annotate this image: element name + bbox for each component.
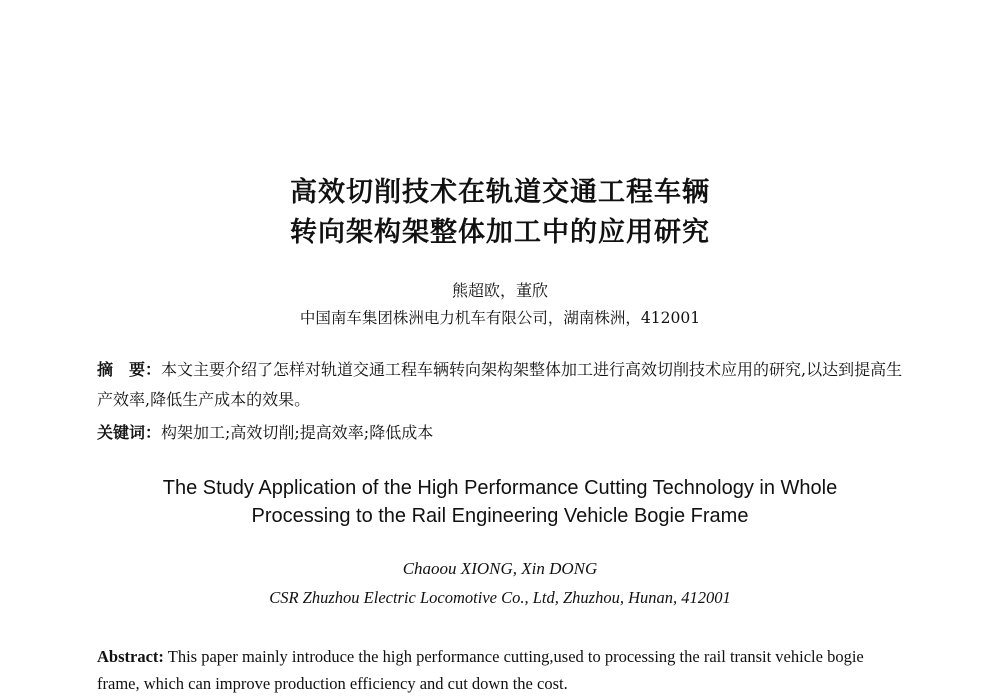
english-abstract-label: Abstract:: [97, 647, 164, 666]
chinese-affiliation: 中国南车集团株洲电力机车有限公司，湖南株洲，412001: [299, 309, 701, 327]
chinese-abstract: [97, 355, 909, 415]
english-abstract-text: This paper mainly introduce the high performance cutting,used to processing the rail transit vehicle bogie frame, which can improve production efficiency and cut down the cost.: [97, 647, 864, 693]
chinese-abstract-label: 摘 要：: [97, 360, 162, 379]
chinese-keywords-text: 构架加工;高效切削;提高效率;降低成本: [161, 423, 434, 442]
english-authors: Chaoou XIONG, Xin DONG: [402, 559, 598, 578]
english-abstract: [97, 643, 909, 697]
english-title-line-1: The Study Application of the High Performance Cutting Technology in Whole: [162, 477, 838, 499]
chinese-keywords-label: 关键词：: [97, 423, 162, 442]
chinese-authors: 熊超欧，董欣: [451, 281, 548, 300]
english-affiliation: CSR Zhuzhou Electric Locomotive Co., Ltd, Zhuzhou, Hunan, 412001: [269, 588, 731, 607]
chinese-abstract-text: 本文主要介绍了怎样对轨道交通工程车辆转向架构架整体加工进行高效切削技术应用的研究,以达到提高生产效率,降低生产成本的效果。: [97, 360, 903, 409]
chinese-title-line-1: 高效切削技术在轨道交通工程车辆: [290, 177, 710, 208]
chinese-title-line-2: 转向架构架整体加工中的应用研究: [290, 217, 710, 248]
chinese-keywords: [97, 420, 433, 443]
english-title-line-2: Processing to the Rail Engineering Vehicle Bogie Frame: [251, 505, 749, 527]
